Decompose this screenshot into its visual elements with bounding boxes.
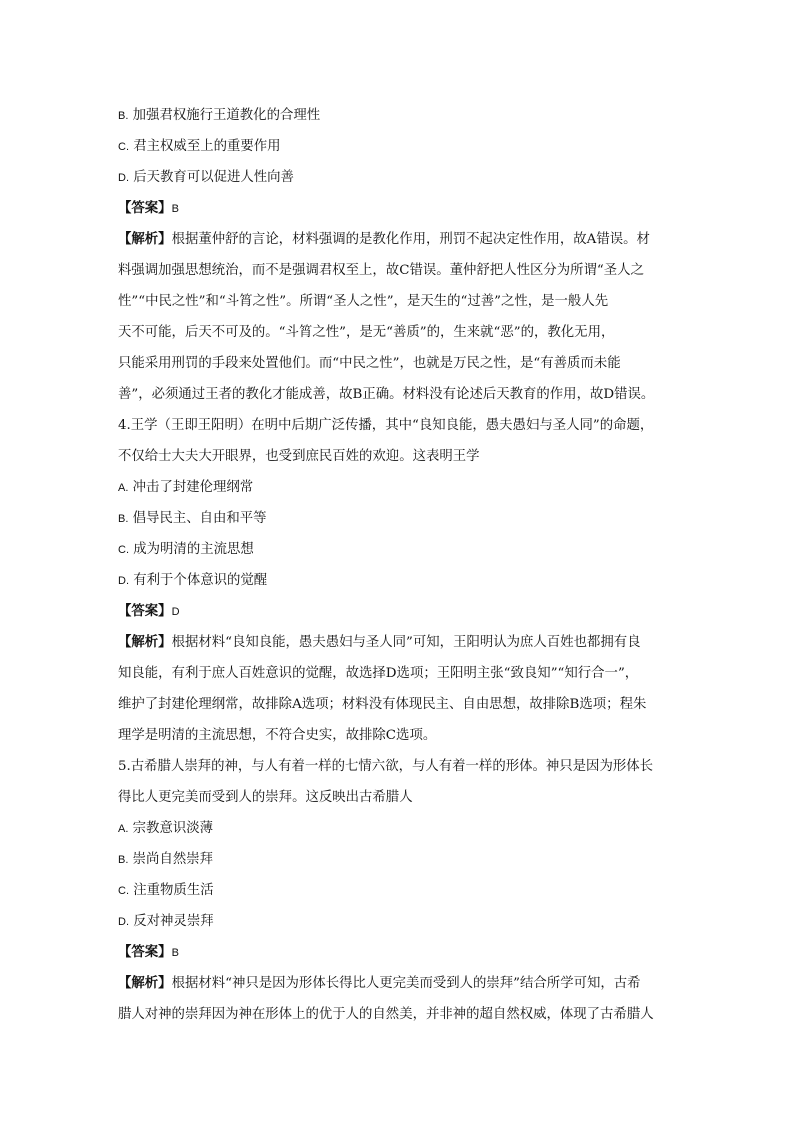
analysis-text: 根据材料“良知良能，愚夫愚妇与圣人同”可知，王阳明认为庶人百姓也都拥有良 <box>171 635 641 650</box>
analysis-text: 根据材料“神只是因为形体长得比人更完美而受到人的崇拜”结合所学可知，古希 <box>171 976 641 991</box>
q4-option-d <box>118 565 678 596</box>
q3-analysis-line: 善”，必须通过王者的教化才能成善，故B正确。材料没有论述后天教育的作用，故D错误。 <box>118 387 655 402</box>
analysis-tag: 【解析】 <box>118 975 172 991</box>
q4-option-a <box>118 472 678 503</box>
q5-answer <box>118 937 678 968</box>
option-text: 宗教意识淡薄 <box>132 821 214 836</box>
q5-stem-line: 5.古希腊人崇拜的神，与人有着一样的七情六欲，与人有着一样的形体。神只是因为形体长 <box>118 759 654 774</box>
q3-option-b <box>118 100 678 131</box>
option-letter: B. <box>118 110 129 122</box>
q4-analysis-line: 知良能，有利于庶人百姓意识的觉醒，故选择D选项；王阳明主张“致良知”“知行合一”， <box>118 666 639 681</box>
answer-tag: 【答案】 <box>118 200 172 216</box>
q5-analysis-line <box>118 968 678 999</box>
q4-stem-line: 不仅给士大夫大开眼界，也受到庶民百姓的欢迎。这表明王学 <box>118 449 480 464</box>
answer-value: B <box>171 947 179 959</box>
q3-option-c <box>118 131 678 162</box>
q3-analysis-line: 性”“中民之性”和“斗筲之性”。所谓“圣人之性”，是天生的“过善”之性，是一般人先 <box>118 294 609 309</box>
q5-option-d <box>118 906 678 937</box>
option-letter: B. <box>118 854 129 866</box>
option-letter: A. <box>118 823 129 835</box>
q5-option-b <box>118 844 678 875</box>
q5-analysis-line: 腊人对神的崇拜因为神在形体上的优于人的自然美，并非神的超自然权威，体现了古希腊人 <box>118 1007 654 1022</box>
option-letter: C. <box>118 885 129 897</box>
option-text: 反对神灵崇拜 <box>133 914 214 929</box>
option-text: 冲击了封建伦理纲常 <box>132 480 254 495</box>
option-letter: A. <box>118 482 129 494</box>
option-letter: D. <box>118 916 129 928</box>
analysis-tag: 【解析】 <box>118 231 172 247</box>
option-text: 成为明清的主流思想 <box>133 542 254 557</box>
option-text: 注重物质生活 <box>133 883 214 898</box>
q4-analysis-line: 理学是明清的主流思想，不符合史实，故排除C选项。 <box>118 728 437 743</box>
option-text: 有利于个体意识的觉醒 <box>133 573 268 588</box>
q3-analysis-line: 只能采用刑罚的手段来处置他们。而“中民之性”，也就是万民之性，是“有善质而未能 <box>118 356 621 371</box>
q3-analysis-line <box>118 224 678 255</box>
option-text: 倡导民主、自由和平等 <box>132 511 267 526</box>
option-letter: D. <box>118 575 129 587</box>
q3-answer <box>118 193 678 224</box>
q3-option-d <box>118 162 678 193</box>
option-letter: D. <box>118 172 129 184</box>
q4-analysis-line <box>118 627 678 658</box>
answer-tag: 【答案】 <box>118 603 172 619</box>
option-letter: C. <box>118 544 129 556</box>
q4-option-b <box>118 503 678 534</box>
q4-stem-line: 4.王学（王即王阳明）在明中后期广泛传播，其中“良知良能，愚夫愚妇与圣人同”的命题， <box>118 418 654 433</box>
answer-value: D <box>171 606 180 618</box>
q3-analysis-line: 料强调加强思想统治，而不是强调君权至上，故C错误。董仲舒把人性区分为所谓“圣人之 <box>118 263 644 278</box>
q3-analysis-line: 天不可能，后天不可及的。“斗筲之性”，是无“善质”的，生来就“恶”的，教化无用， <box>118 325 615 340</box>
option-text: 君主权威至上的重要作用 <box>133 139 281 154</box>
answer-tag: 【答案】 <box>118 944 172 960</box>
q4-answer <box>118 596 678 627</box>
q5-stem-line: 得比人更完美而受到人的崇拜。这反映出古希腊人 <box>118 790 413 805</box>
answer-value: B <box>171 203 179 215</box>
q5-option-c <box>118 875 678 906</box>
analysis-tag: 【解析】 <box>118 634 172 650</box>
q5-option-a <box>118 813 678 844</box>
option-letter: C. <box>118 141 129 153</box>
q4-option-c <box>118 534 678 565</box>
option-text: 加强君权施行王道教化的合理性 <box>132 108 321 123</box>
analysis-text: 根据董仲舒的言论，材料强调的是教化作用，刑罚不起决定性作用，故A错误。材 <box>171 232 650 247</box>
q4-analysis-line: 维护了封建伦理纲常，故排除A选项；材料没有体现民主、自由思想，故排除B选项；程朱 <box>118 697 647 712</box>
document-page <box>118 100 678 1030</box>
option-text: 崇尚自然崇拜 <box>132 852 214 867</box>
option-text: 后天教育可以促进人性向善 <box>133 170 294 185</box>
option-letter: B. <box>118 513 129 525</box>
